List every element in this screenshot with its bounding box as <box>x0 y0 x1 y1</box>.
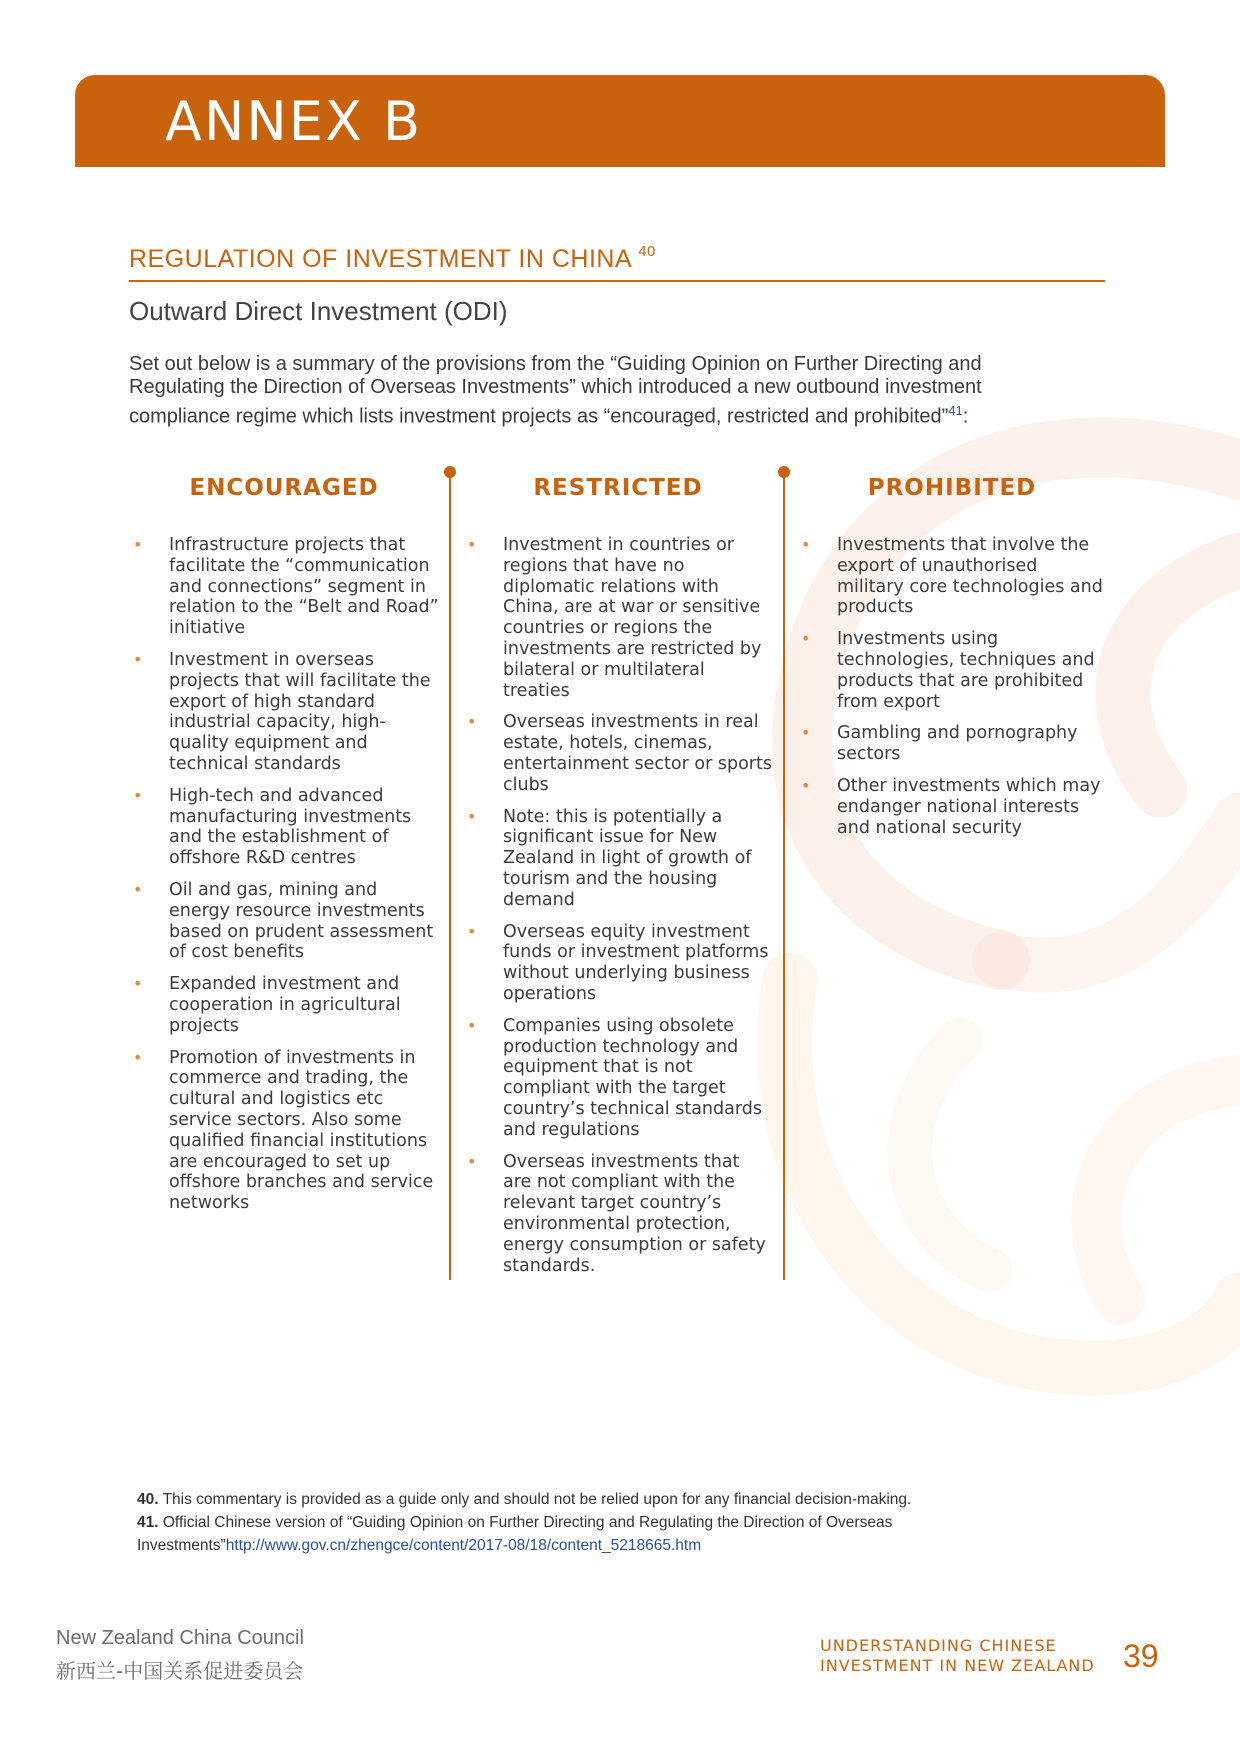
bullet-icon: • <box>467 1015 477 1035</box>
intro-text: Set out below is a summary of the provisions from the “Guiding Opinion on Further Directing and Regulating the Direction of Overseas Investments” which introduced a new outbound investment compliance regime which lists investment projects as “encouraged, restricted and prohibited” <box>129 353 982 428</box>
list-item <box>129 974 439 1036</box>
section-title <box>129 245 656 273</box>
section-footnote-ref: 40 <box>638 243 656 260</box>
list-item <box>797 776 1107 838</box>
bullet-icon: • <box>133 879 143 899</box>
bullet-icon: • <box>801 775 811 795</box>
list-item-text: Investment in countries or regions that have no diplomatic relations with China, are at war or sensitive countries or regions the investments are restricted by bilateral or multilateral treaties <box>503 535 762 701</box>
list-item-text: Other investments which may endanger national interests and national security <box>837 775 1101 838</box>
list-item-text: Companies using obsolete production technology and equipment that is not compliant with the target country’s technical standards and regulations <box>503 1015 762 1140</box>
footnote-number: 41. <box>137 1514 159 1531</box>
annex-title: ANNEX B <box>165 90 423 153</box>
page-number: 39 <box>1123 1638 1159 1674</box>
list-item <box>463 1016 773 1141</box>
list-item-text: Promotion of investments in commerce and trading, the cultural and logistics etc service sectors. Also some qualified financial institutions are encouraged to set up offshore branches and service networks <box>169 1047 434 1214</box>
footnote-number: 40. <box>137 1491 159 1508</box>
list-item <box>129 786 439 869</box>
list-item <box>129 650 439 775</box>
column-restricted <box>463 475 773 1287</box>
footnote-40 <box>137 1488 1037 1511</box>
divider-dot-1 <box>444 466 456 478</box>
section-header <box>129 245 1105 282</box>
bullet-icon: • <box>133 649 143 669</box>
footnote-text: Official Chinese version of “Guiding Opinion on Further Directing and Regulating the Direction of Overseas Investments” <box>137 1514 893 1554</box>
list-item <box>463 807 773 911</box>
list-item <box>797 535 1107 618</box>
list-item <box>797 723 1107 765</box>
footnote-source-link[interactable]: http://www.gov.cn/zhengce/content/2017-08/18/content_5218665.htm <box>225 1537 702 1554</box>
intro-paragraph <box>129 353 1049 429</box>
encouraged-list <box>129 535 439 1214</box>
column-prohibited <box>797 475 1107 849</box>
column-divider-2 <box>783 472 785 1280</box>
prohibited-list <box>797 535 1107 838</box>
intro-footnote-link[interactable]: 41 <box>948 403 963 418</box>
column-heading-prohibited: PROHIBITED <box>867 475 1037 501</box>
list-item-text: Overseas equity investment funds or investment platforms without underlying business operations <box>503 921 769 1004</box>
list-item <box>463 1152 773 1277</box>
org-name-chinese: 新西兰-中国关系促进委员会 <box>56 1659 304 1683</box>
bullet-icon: • <box>467 806 477 826</box>
publication-title <box>820 1636 1095 1676</box>
bullet-icon: • <box>467 712 477 732</box>
footnotes <box>137 1488 1037 1557</box>
publication-title-line-1: UNDERSTANDING CHINESE <box>820 1636 1057 1655</box>
list-item <box>463 922 773 1005</box>
column-heading-restricted: RESTRICTED <box>533 475 703 501</box>
bullet-icon: • <box>467 921 477 941</box>
restricted-list <box>463 535 773 1276</box>
list-item-text: Investment in overseas projects that will facilitate the export of high standard industrial capacity, high-quality equipment and technical standards <box>169 649 431 774</box>
bullet-icon: • <box>467 535 477 554</box>
list-item <box>129 535 439 639</box>
column-heading-encouraged: ENCOURAGED <box>189 475 379 501</box>
bullet-icon: • <box>801 629 811 649</box>
bullet-icon: • <box>801 535 811 554</box>
bullet-icon: • <box>467 1151 477 1171</box>
list-item-text: Note: this is potentially a significant issue for New Zealand in light of growth of tourism and the housing demand <box>503 806 752 910</box>
list-item <box>129 1048 439 1214</box>
intro-suffix: : <box>962 405 969 428</box>
list-item-text: Infrastructure projects that facilitate the “communication and connections” segment in relation to the “Belt and Road” initiative <box>169 535 439 639</box>
bullet-icon: • <box>133 1047 143 1067</box>
divider-dot-2 <box>778 466 790 478</box>
org-name-english: New Zealand China Council <box>56 1627 304 1649</box>
annex-banner <box>75 75 1165 167</box>
list-item <box>463 712 773 795</box>
list-item-text: Investments that involve the export of unauthorised military core technologies and products <box>837 535 1103 618</box>
bullet-icon: • <box>133 974 143 994</box>
footnote-41 <box>137 1511 1037 1557</box>
list-item <box>463 535 773 701</box>
footnote-text: This commentary is provided as a guide only and should not be relied upon for any financial decision-making. <box>158 1491 912 1508</box>
list-item-text: Oil and gas, mining and energy resource investments based on prudent assessment of cost benefits <box>169 879 434 963</box>
publication-title-line-2: INVESTMENT IN NEW ZEALAND <box>820 1656 1095 1675</box>
list-item <box>129 880 439 963</box>
bullet-icon: • <box>133 785 143 805</box>
list-item-text: Expanded investment and cooperation in agricultural projects <box>169 974 401 1036</box>
section-title-text: REGULATION OF INVESTMENT IN CHINA <box>129 245 631 273</box>
list-item-text: Investments using technologies, techniques and products that are prohibited from export <box>837 629 1095 712</box>
list-item <box>797 629 1107 712</box>
column-divider-1 <box>449 472 451 1280</box>
bullet-icon: • <box>133 535 143 554</box>
list-item-text: Gambling and pornography sectors <box>837 723 1078 765</box>
list-item-text: Overseas investments that are not compliant with the relevant target country’s environmental protection, energy consumption or safety standards. <box>503 1151 766 1276</box>
list-item-text: High-tech and advanced manufacturing investments and the establishment of offshore R&D centres <box>169 785 412 869</box>
bullet-icon: • <box>801 723 811 743</box>
column-encouraged <box>129 475 439 1225</box>
page-subtitle: Outward Direct Investment (ODI) <box>129 296 508 326</box>
list-item-text: Overseas investments in real estate, hotels, cinemas, entertainment sector or sports clubs <box>503 712 772 795</box>
